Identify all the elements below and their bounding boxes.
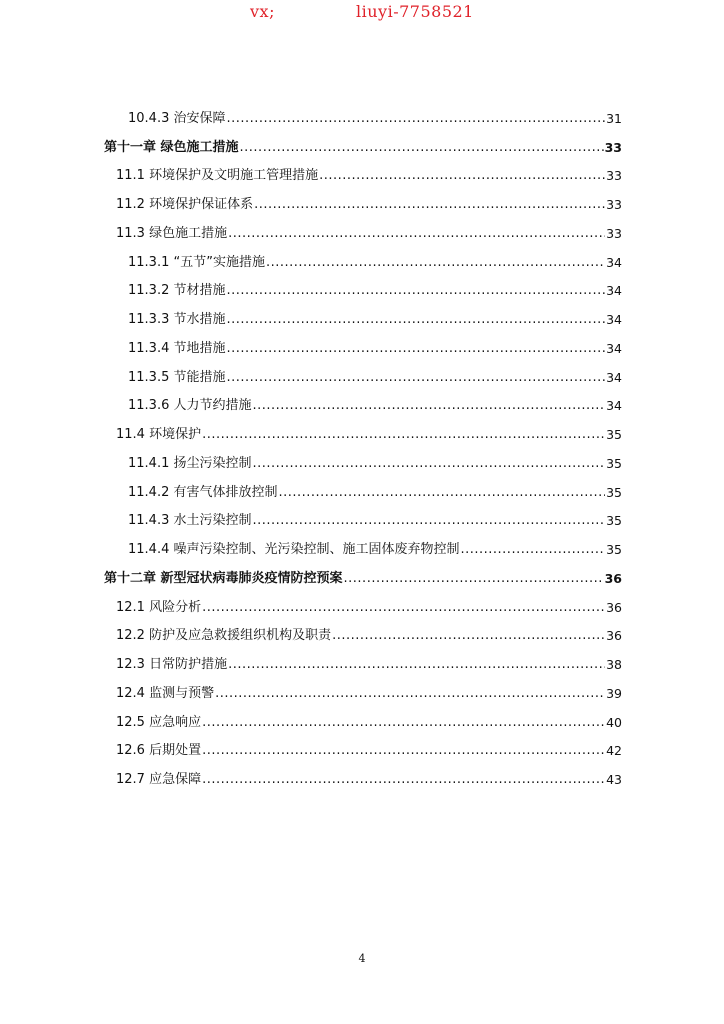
toc-entry-page: 34 <box>606 254 622 270</box>
toc-entry-title: 11.3 绿色施工措施 <box>116 225 228 241</box>
toc-chapter-entry[interactable] <box>104 129 622 158</box>
toc-entry-title: 11.4.2 有害气体排放控制 <box>128 484 278 500</box>
toc-entry[interactable] <box>104 388 622 417</box>
toc-dot-leader <box>254 195 605 215</box>
toc-entry-title: 第十一章 绿色施工措施 <box>104 139 239 155</box>
table-of-contents <box>104 100 622 790</box>
toc-entry-title: 10.4.3 治安保障 <box>128 110 226 126</box>
toc-entry[interactable] <box>104 531 622 560</box>
toc-entry-title: 12.1 风险分析 <box>116 599 202 615</box>
toc-dot-leader <box>278 483 605 503</box>
toc-entry[interactable] <box>104 474 622 503</box>
toc-dot-leader <box>226 339 605 359</box>
toc-entry-page: 34 <box>606 312 622 327</box>
toc-entry-page: 33 <box>606 197 622 212</box>
toc-dot-leader <box>215 684 605 704</box>
toc-entry-title: 11.3.5 节能措施 <box>128 369 226 385</box>
toc-entry[interactable] <box>104 646 622 675</box>
toc-entry-page: 42 <box>606 743 622 759</box>
toc-dot-leader <box>226 310 605 330</box>
watermark-contact-prefix: vx; <box>250 2 275 21</box>
toc-entry-title: 12.6 后期处置 <box>116 743 202 759</box>
toc-entry-title: 第十二章 新型冠状病毒肺炎疫情防控预案 <box>104 570 343 586</box>
toc-entry-page: 40 <box>606 714 622 730</box>
toc-dot-leader <box>240 138 604 158</box>
toc-dot-leader <box>202 741 605 761</box>
toc-entry-title: 11.2 环境保护保证体系 <box>116 197 254 212</box>
toc-entry-page: 33 <box>606 225 622 241</box>
toc-entry[interactable] <box>104 445 622 474</box>
toc-entry[interactable] <box>104 675 622 704</box>
toc-entry-title: 11.3.6 人力节约措施 <box>128 398 252 414</box>
toc-dot-leader <box>252 396 605 416</box>
toc-entry[interactable] <box>104 589 622 618</box>
toc-entry-page: 33 <box>606 168 622 184</box>
toc-entry-page: 36 <box>606 628 622 644</box>
toc-entry-title: 11.4.3 水土污染控制 <box>128 513 252 529</box>
toc-entry-page: 31 <box>606 110 622 126</box>
toc-entry-page: 34 <box>606 340 622 356</box>
toc-entry[interactable] <box>104 761 622 790</box>
toc-dot-leader <box>226 109 605 129</box>
toc-dot-leader <box>226 368 605 388</box>
toc-entry[interactable] <box>104 244 622 273</box>
toc-entry[interactable] <box>104 158 622 187</box>
toc-entry-title: 11.4 环境保护 <box>116 427 202 442</box>
toc-entry-title: 12.7 应急保障 <box>116 772 202 787</box>
toc-entry[interactable] <box>104 359 622 388</box>
toc-entry[interactable] <box>104 330 622 359</box>
toc-entry[interactable] <box>104 733 622 762</box>
toc-entry[interactable] <box>104 618 622 647</box>
watermark <box>0 2 724 24</box>
toc-entry-title: 11.3.3 节水措施 <box>128 312 226 327</box>
toc-entry[interactable] <box>104 301 622 330</box>
toc-entry-title: 11.1 环境保护及文明施工管理措施 <box>116 168 319 184</box>
toc-entry[interactable] <box>104 273 622 302</box>
toc-entry-page: 35 <box>606 513 622 529</box>
toc-chapter-entry[interactable] <box>104 560 622 589</box>
toc-dot-leader <box>202 598 605 618</box>
toc-dot-leader <box>252 454 605 474</box>
toc-dot-leader <box>319 166 605 186</box>
toc-entry-page: 34 <box>606 398 622 414</box>
toc-entry-title: 12.5 应急响应 <box>116 714 202 730</box>
toc-entry-title: 12.3 日常防护措施 <box>116 657 228 672</box>
toc-entry-page: 33 <box>604 139 622 155</box>
toc-dot-leader <box>252 511 605 531</box>
toc-entry[interactable] <box>104 215 622 244</box>
toc-entry[interactable] <box>104 704 622 733</box>
toc-dot-leader <box>344 569 604 589</box>
toc-entry-title: 11.4.1 扬尘污染控制 <box>128 455 252 471</box>
toc-entry-page: 36 <box>606 599 622 615</box>
toc-entry-page: 34 <box>606 369 622 385</box>
toc-dot-leader <box>228 224 605 244</box>
toc-entry-page: 35 <box>606 542 622 557</box>
toc-entry-page: 35 <box>606 455 622 471</box>
toc-entry[interactable] <box>104 503 622 532</box>
toc-dot-leader <box>460 540 605 560</box>
toc-entry-title: 11.3.1 “五节”实施措施 <box>128 254 265 270</box>
toc-dot-leader <box>266 253 605 273</box>
watermark-contact-id: liuyi-7758521 <box>356 2 474 21</box>
toc-entry-title: 11.3.2 节材措施 <box>128 283 226 299</box>
toc-entry-page: 35 <box>606 484 622 500</box>
toc-entry-page: 35 <box>606 427 622 442</box>
toc-entry[interactable] <box>104 100 622 129</box>
toc-dot-leader <box>228 655 605 675</box>
toc-dot-leader <box>332 626 605 646</box>
toc-dot-leader <box>226 281 605 301</box>
toc-entry-title: 11.4.4 噪声污染控制、光污染控制、施工固体废弃物控制 <box>128 542 460 557</box>
toc-entry-title: 12.2 防护及应急救援组织机构及职责 <box>116 628 332 644</box>
toc-entry-page: 39 <box>606 685 622 701</box>
toc-entry-page: 38 <box>606 657 622 672</box>
toc-entry-page: 36 <box>604 570 622 586</box>
toc-entry-title: 11.3.4 节地措施 <box>128 340 226 356</box>
toc-entry[interactable] <box>104 186 622 215</box>
toc-dot-leader <box>202 425 605 445</box>
toc-entry-page: 34 <box>606 283 622 299</box>
toc-dot-leader <box>202 770 605 790</box>
toc-entry-page: 43 <box>606 772 622 787</box>
toc-dot-leader <box>202 713 605 733</box>
toc-entry[interactable] <box>104 416 622 445</box>
toc-entry-title: 12.4 监测与预警 <box>116 685 215 701</box>
page-number: 4 <box>358 952 366 965</box>
